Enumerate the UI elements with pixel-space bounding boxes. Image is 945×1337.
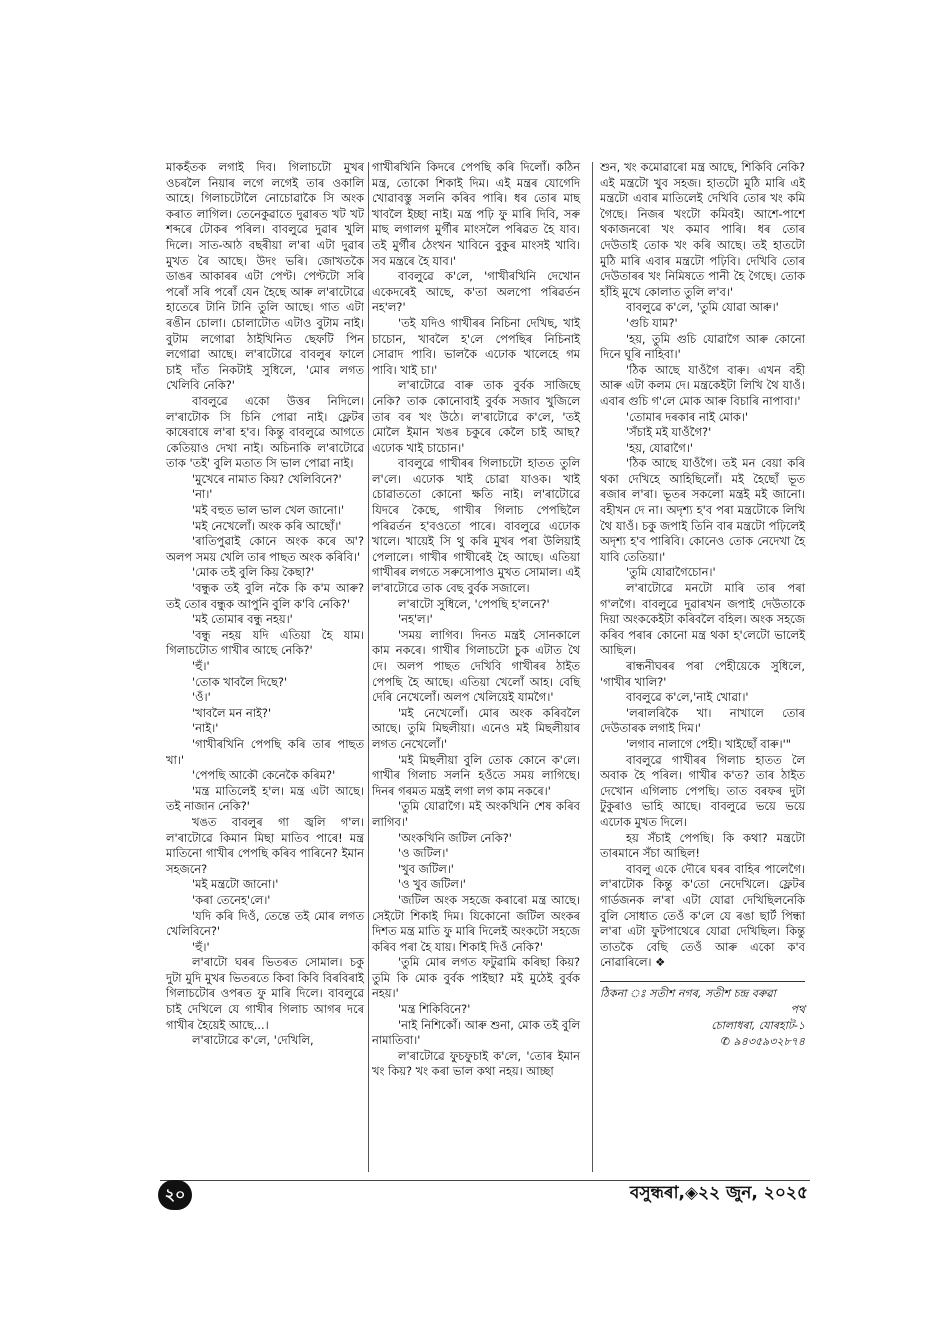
paragraph: 'মুখেৰে নামাত কিয়? খেলিবিনে?'	[192, 471, 342, 486]
paragraph: 'হয়, যোৱাগৈ।'	[626, 440, 693, 455]
paragraph: 'লৰালৰিকৈ খা। নাখালে তোৰ দেউতাৰক লগাই দিম।'	[600, 705, 805, 736]
column-3-paragraphs	[600, 160, 805, 971]
paragraph: 'তোমাৰ দৰকাৰ নাই মোক।'	[626, 409, 749, 424]
paragraph: 'ঠিক আছে যাওঁগৈ বাৰু। এখন বহী আৰু এটা কলম দে। মন্ত্ৰকেইটা লিখি থৈ যাওঁ। এবাৰ গুচি গ'লে মোক আৰু বিচাৰি নাপাবা।'	[600, 362, 805, 408]
paragraph: 'ও খুব জটিল।'	[398, 877, 466, 892]
paragraph: 'তুমি মোৰ লগত ফটুৱামি কৰিছা কিয়? তুমি কি মোক বুৰ্বক পাইছা? মই মুঠেই বুৰ্বক নহয়।'	[372, 955, 580, 1001]
paragraph: 'মই মন্ত্ৰটো জানো।'	[192, 877, 279, 892]
address-line: ঠিকনা ঃ সতীশ নগৰ, সতীশ চন্দ্ৰ বৰুৱা	[600, 986, 776, 1000]
paragraph: বাবলু একে দৌৰে ঘৰৰ বাহিৰ পালেগৈ। ল'ৰাটোক কিন্তু ক'তো নেদেখিলে। ফ্লেটৰ গাৰ্ডজনক ল'ৰা এটা যোৱা দেখিছিলনেকি বুলি সোধাত তেওঁ ক'লে যে ৰঙা ছাৰ্ট পিন্ধা ল'ৰা এটা ফুটপাথেৰে যোৱা দেখিছিল। কিন্তু তাতকৈ বেছি তেওঁ আৰু একো ক'ব নোৱাৰিলে। ❖	[600, 861, 805, 970]
paragraph: ল'ৰাটোৱে বাৰু তাক বুৰ্বক সাজিছে নেকি? তাক কোনোবাই বুৰ্বক সজাব খুজিলে তাৰ বৰ খং উঠে। ল'ৰাটোৱে ক'লে, 'তই মোলৈ ইমান খঙৰ চকুৰে কেলৈ চাই আছ? এঢোক খাই চাচোন।'	[372, 378, 580, 455]
paragraph: 'মই তোমাৰ বন্ধু নহয়।'	[192, 612, 293, 627]
paragraph: 'ঠিক আছে যাওঁগৈ। তই মন বেয়া কৰি থকা দেখিহে আহিছিলোঁ। মই হৈছোঁ ভূত ৰজাৰ ল'ৰা। ভূতৰ সকলো মন্ত্ৰই মই জানো। বহীখন দে না। অদৃশ্য হ'ব পৰা মন্ত্ৰটোকে লিখি থৈ যাওঁ। চকু জপাই তিনি বাৰ মন্ত্ৰটো পঢ়িলেই অদৃশ্য হ'ব পাৰিবি। কোনেও তোক নেদেখা হৈ যাবি তেতিয়া।'	[600, 456, 805, 564]
paragraph: 'লগাব নালাগে পেহী। খাইছোঁ বাৰু।'"	[626, 736, 791, 751]
column-divider	[592, 162, 593, 1172]
paragraph: 'অংকখিনি জটিল নেকি?'	[398, 830, 512, 845]
paragraph: বাবলুৱে গাখীৰৰ গিলাচ হাতত লৈ অবাক হৈ পৰিল। গাখীৰ ক'ত? তাৰ ঠাইত দেখোন এগিলাচ পেপছি। তাত বৰফৰ দুটা টুকুৰাও ভাহি আছে। বাবলুৱে ভয়ে ভয়ে এঢোক মুখত দিলে।	[600, 752, 805, 829]
article-column-1	[166, 160, 364, 1049]
paragraph: 'মই বহুত ভাল ভাল খেল জানো।'	[192, 503, 345, 518]
paragraph: খঙত বাবলুৰ গা জ্বলি গ'ল। ল'ৰাটোৱে কিমান মিছা মাতিব পাৰে! মন্ত্ৰ মাতিনো গাখীৰ পেপছি কৰিব পাৰিনে? ইমান সহজনে?	[166, 814, 364, 876]
paragraph: 'হুঁ।'	[192, 659, 210, 673]
paragraph: 'কৰা তেনেহ'লে।'	[192, 892, 271, 907]
page-number: ২০	[158, 1180, 192, 1210]
paragraph: মাকহঁতক লগাই দিব। গিলাচটো মুখৰ ওচৰলৈ নিয়াৰ লগে লগেই তাৰ ওকালি আহে। গিলাচটোলৈ নোচোৱাকৈ সি অংক কৰাত লাগিল। তেনেকুৱাতে দুৱাৰত খট খট শব্দৰে টোকৰ পৰিল। বাবলুৱে দুৱাৰ খুলি দিলে। সাত-আঠ বছৰীয়া ল'ৰা এটা দুৱাৰ মুখত ৰৈ আছে। উদং ভৰি। জোখতকৈ ডাঙৰ আকাৰৰ এটা পেণ্ট। পেণ্টটো সৰি পৰোঁ সৰি পৰোঁ যেন হৈছে আৰু ল'ৰাটোৱে হাতেৰে টানি টানি তুলি আছে। গাত এটা ৰঙীন চোলা। চোলাটোত এটাও বুটাম নাই। বুটাম লগোৱা ঠাইখিনিত ছেফটি পিন লগোৱা আছে। ল'ৰাটোৱে বাবলুৰ ফালে চাই দাঁত নিকটাই সুধিলে, 'মোৰ লগত খেলিবি নেকি?'	[166, 160, 364, 393]
paragraph: 'বন্ধু নহয় যদি এতিয়া হৈ যাম। গিলাচটোত গাখীৰ আছে নেকি?'	[166, 627, 364, 658]
paragraph: 'খাবলৈ মন নাই?'	[192, 705, 272, 720]
paragraph: বাবলুৱে ক'লে,'নাই খোৱা।'	[626, 690, 749, 705]
paragraph: 'যদি কৰি দিওঁ, তেন্তে তই মোৰ লগত খেলিবিনে?'	[166, 908, 364, 939]
paragraph: বাবলুৱে ক'লে, 'তুমি যোৱা আৰু।'	[626, 300, 779, 315]
paragraph: বাবলুৱে একো উত্তৰ নিদিলে। ল'ৰাটোক সি চিনি পোৱা নাই। ফ্লেটৰ কাষেবাষে ল'ৰা হ'ব। কিন্তু বাবলুৱে আগতে কেতিয়াও দেখা নাই। অচিনাকি ল'ৰাটোৱে তাক 'তই' বুলি মতাত সি ভাল পোৱা নাই।	[166, 393, 364, 471]
paragraph: 'মই নেখেলোঁ। মোৰ অংক কৰিবলৈ আছে। তুমি মিছলীয়া। এনেও মই মিছলীয়াৰ লগত নেখেলোঁ।'	[372, 705, 580, 751]
phone-number: ✆ ৯৪৩৫৯৩২৮৭৪	[720, 1034, 805, 1048]
paragraph: 'ও জটিল।'	[398, 846, 449, 861]
address-line: পথ	[790, 1002, 805, 1016]
paragraph: 'সঁচাই মই যাওঁগৈ?'	[626, 425, 712, 440]
paragraph: 'তোক খাবলৈ দিছে?'	[192, 674, 288, 689]
paragraph: 'মন্ত্ৰ মাতিলেই হ'ল। মন্ত্ৰ এটা আছে। তই নাজান নেকি?'	[166, 783, 364, 814]
paragraph: হয় সঁচাই পেপছি। কি কথা? মন্ত্ৰটো তাৰমানে সঁচা আছিল!	[600, 830, 805, 861]
paragraph: ল'ৰাটোৱে মনটো মাৰি তাৰ পৰা গ'লগৈ। বাবলুৱে দুৱাৰখন জপাই দেউতাকে দিয়া অংককেইটা কৰিবলৈ বহিল। অংক সহজে কৰিব পৰাৰ কোনো মন্ত্ৰ থকা হ'লেটো ভালেই আছিল।	[600, 581, 805, 658]
paragraph: 'খুব জটিল।'	[398, 861, 454, 876]
paragraph: 'হুঁ।'	[192, 939, 210, 954]
paragraph: গাখীৰখিনি কিদৰে পেপছি কৰি দিলোঁ। কঠিন মন্ত্ৰ, তোকো শিকাই দিম। এই মন্ত্ৰৰ যোগেদি খোৱাবস্তু সলনি কৰিব পাৰি। ধৰ তোৰ মাছ খাবলৈ ইচ্ছা নাই। মন্ত্ৰ পঢ়ি ফু মাৰি দিবি, সৰু মাছ লগালগ মুৰ্গীৰ মাংসলৈ পৰিৱত হৈ যাব। তই মুৰ্গীৰ ঠেংখন খাবিনে বুকুৰ মাংসই খাবি। সব মন্ত্ৰৰে হৈ যাব।'	[372, 160, 580, 268]
paragraph: 'তুমি যোৱাগৈ। মই অংকখিনি শেষ কৰিব লাগিব।'	[372, 799, 580, 829]
paragraph: 'গুচি যাম?'	[626, 315, 678, 330]
paragraph: 'মন্ত্ৰ শিকিবিনে?'	[398, 1002, 471, 1017]
column-divider	[368, 162, 369, 1172]
article-column-2	[372, 160, 580, 1080]
paragraph: 'মই নেখেলোঁ। অংক কৰি আছোঁ।'	[192, 518, 342, 533]
paragraph: শুন, খং কমোৱাৰো মন্ত্ৰ আছে, শিকিবি নেকি? এই মন্ত্ৰটো খুব সহজ। হাতটো মুঠি মাৰি এই মন্ত্ৰটো এবাৰ মাতিলেই দেখিবি তোৰ খং কমি গৈছে। নিজৰ খংটো কমিবই। আশে-পাশে থকাজনৰো খং কমাব পাৰি। ধৰ তোৰ দেউতাই তোক খং কৰি আছে। তই হাতটো মুঠি মাৰি এবাৰ মন্ত্ৰটো পঢ়িবি। দেখিবি তোৰ দেউতাৰৰ খং নিমিষতে পানী হৈ গৈছে। তোক হাঁহি মুখে কোলাত তুলি ল'ব।'	[600, 160, 805, 299]
paragraph: 'নহ'ল।'	[398, 612, 433, 627]
paragraph: বাবলুৱে গাখীৰৰ গিলাচটো হাতত তুলি ল'লে। এঢোক খাই চোৱা যাওক। খাই চোৱাততো কোনো ক্ষতি নাই। ল'ৰাটোৱে যিদৰে কৈছে, গাখীৰ গিলাচ পেপছিলৈ পৰিৱৰ্তন হ'বওতো পাৰে। বাবলুৱে এঢোক খালে। খায়েই সি থু কৰি মুখৰ পৰা উলিয়াই পেলালে। গাখীৰ গাখীৰেই হৈ আছে। এতিয়া গাখীৰৰ লগতে সৰুসোপাও মুখত সোমাল। এই ল'ৰাটোৱে তাক বেছ বুৰ্বক সজালে।	[372, 456, 580, 596]
paragraph: ল'ৰাটো ঘৰৰ ভিতৰত সোমাল। চকু দুটা মুদি মুখৰ ভিতৰতে কিবা কিবি বিৰবিৰাই গিলাচটোৰ ওপৰত ফু মাৰি দিলে। বাবলুৱে চাই দেখিলে যে গাখীৰ গিলাচ আগৰ দৰে গাখীৰ হৈয়েই আছে...।	[166, 955, 364, 1032]
paragraph: বাবলুৱে ক'লে, 'গাখীৰখিনি দেখোন একেদৰেই আছে, ক'তা অলপো পৰিৱৰ্তন নহ'ল?'	[372, 269, 580, 315]
paragraph: 'গাখীৰখিনি পেপছি কৰি তাৰ পাছত খা।'	[166, 736, 364, 767]
paragraph: 'জটিল অংক সহজে কৰাৰো মন্ত্ৰ আছে। সেইটো শিকাই দিম। যিকোনো জটিল অংকৰ দিশত মন্ত্ৰ মাতি ফু মাৰি দিলেই অংকটো সহজে কৰিব পৰা হৈ যায়। শিকাই দিওঁ নেকি?'	[372, 892, 580, 954]
magazine-footer: বসুন্ধৰা,◈২২ জুন, ২০২৫	[629, 1183, 808, 1203]
paragraph: 'বন্ধুক তই বুলি নকৈ কি ক'ম আৰু? তই তোৰ বন্ধুক আপুনি বুলি ক'বি নেকি?'	[166, 581, 364, 611]
paragraph: 'ওঁ।'	[192, 690, 211, 705]
paragraph: 'হয়, তুমি গুচি যোৱাগৈ আৰু কোনো দিনে ঘূৰি নাহিবা।'	[600, 331, 805, 362]
paragraph: ল'ৰাটোৱে ক'লে, 'দেখিলি,	[192, 1033, 314, 1048]
author-address	[600, 981, 805, 1050]
paragraph: ল'ৰাটোৱে ফুচফুচাই ক'লে, 'তোৰ ইমান খং কিয়? খং কৰা ভাল কথা নহয়। আচ্ছা	[372, 1048, 580, 1079]
paragraph: 'ৰাতিপুৱাই কোনে অংক কৰে অ'? অলপ সময় খেলি তাৰ পাছত অংক কৰিবি।'	[166, 534, 364, 564]
article-column-3	[600, 160, 805, 1050]
paragraph: 'নাই।'	[192, 721, 219, 736]
paragraph: 'মোক তই বুলি কিয় কৈছা?'	[192, 565, 315, 580]
paragraph: 'তুমি যোৱাগৈচোন।'	[626, 565, 716, 580]
paragraph: 'সময় লাগিব। দিনত মন্ত্ৰই সোনকালে কাম নকৰে। গাখীৰ গিলাচটো চুক এটাত থৈ দে। অলপ পাছত দেখিবি গাখীৰৰ ঠাইত পেপছি হৈ আছে। এতিয়া খেলোঁ আহ। বেছি দেৰি নেখেলোঁ। অলপ খেলিয়েই যামগৈ।'	[372, 627, 580, 705]
paragraph: 'নাই নিশিকোঁ। আৰু শুনা, মোক তই বুলি নামাতিবা।'	[372, 1017, 580, 1048]
paragraph: 'মই মিছলীয়া বুলি তোক কোনে ক'লে। গাখীৰ গিলাচ সলনি হওঁতে সময় লাগিছে। দিনৰ গৰমত মন্ত্ৰই লগা লগ কাম নকৰে।'	[372, 752, 580, 798]
paragraph: ৰান্ধনীঘৰৰ পৰা পেহীয়েকে সুধিলে, 'গাখীৰ খালি?'	[600, 659, 805, 689]
paragraph: 'না।'	[192, 487, 213, 502]
paragraph: 'পেপছি আকৌ কেনেকৈ কৰিম?'	[192, 768, 336, 783]
paragraph: 'তই যদিও গাখীৰৰ নিচিনা দেখিছ, খাই চাচোন, খাবলৈ হ'লে পেপছিৰ নিচিনাই সোৱাদ পাবি। ভালকৈ এঢোক খালেহে গম পাবি। খাই চা।'	[372, 315, 580, 377]
paragraph: ল'ৰাটো সুধিলে, 'পেপছি হ'লনে?'	[398, 596, 550, 611]
address-line: চোলাধৰা, যোৰহাট-১	[711, 1018, 805, 1032]
